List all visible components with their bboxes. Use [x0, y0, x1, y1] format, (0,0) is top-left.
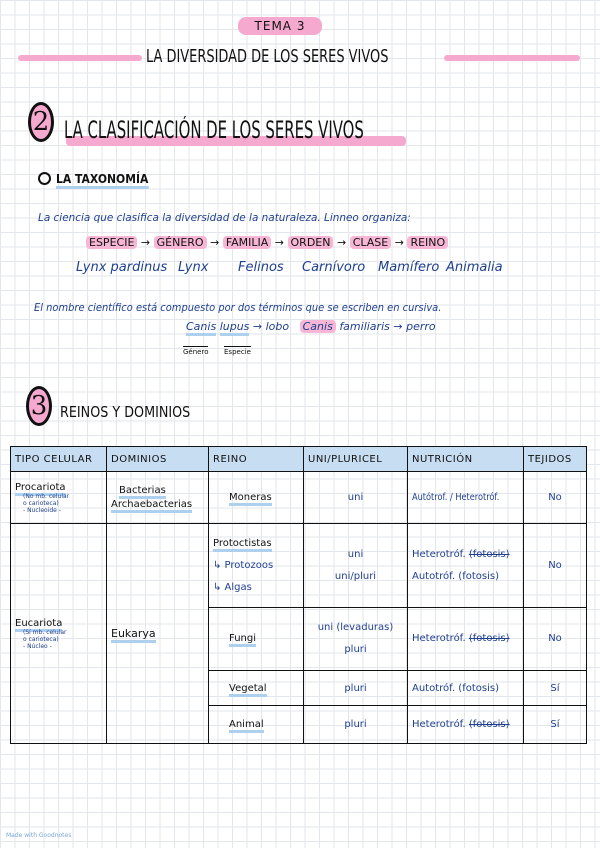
- example-lynx-pardinus: Lynx pardinus: [76, 260, 168, 275]
- example-mamifero: Mamífero: [378, 260, 440, 275]
- ex1-genus: Canis: [186, 320, 216, 336]
- cell-nutricion-protoctistas: Heterotróf. (fotosis) Autotróf. (fotosis): [408, 524, 524, 608]
- label-especie: Especie: [224, 348, 251, 356]
- table-row: [11, 472, 587, 524]
- ex2-species: familiaris: [339, 320, 390, 333]
- taxonomia-heading: LA TAXONOMÍA: [56, 168, 166, 189]
- cell-eucariota: Eucariota (Sí mb. celular o carioteca) - Núcleo -: [11, 524, 107, 744]
- header-uni-pluricel: UNI/PLURICEL: [304, 447, 408, 472]
- header-tejidos: TEJIDOS: [524, 447, 587, 472]
- cell-celulas-animal: pluri: [304, 706, 408, 744]
- binomial-note: El nombre científico está compuesto por dos términos que se escriben en cursiva.: [34, 301, 442, 314]
- section-number-3: 3: [26, 386, 52, 426]
- rank-arrow: →: [274, 236, 285, 249]
- example-animalia: Animalia: [446, 260, 503, 275]
- goodnotes-watermark: Made with Goodnotes: [6, 832, 72, 839]
- section3-heading: REINOS Y DOMINIOS: [60, 403, 191, 421]
- cell-reino-protoctistas: Protoctistas ↳ Protozoos ↳ Algas: [209, 524, 304, 608]
- rank-orden: ORDEN: [288, 236, 334, 249]
- header-nutricion: NUTRICIÓN: [408, 447, 524, 472]
- rank-clase: CLASE: [350, 236, 392, 249]
- example-carnivoro: Carnívoro: [302, 260, 366, 275]
- title-right-line: [444, 55, 580, 61]
- cell-tejidos-animal: Sí: [524, 706, 587, 744]
- section2-heading: LA CLASIFICACIÓN DE LOS SERES VIVOS: [64, 116, 364, 144]
- example-felinos: Felinos: [238, 260, 284, 275]
- cell-tejidos-fungi: No: [524, 607, 587, 670]
- header-reino: REINO: [209, 447, 304, 472]
- ranks-row: [86, 236, 506, 252]
- cell-celulas-fungi: uni (levaduras) pluri: [304, 607, 408, 670]
- definition-text: La ciencia que clasifica la diversidad de la naturaleza. Linneo organiza:: [38, 211, 411, 224]
- ex2-genus: Canis: [300, 320, 336, 333]
- title-left-line: [18, 55, 142, 61]
- cell-dominios-procariota: Bacterias Archaebacterias: [107, 472, 209, 524]
- section-number-2: 2: [28, 102, 54, 142]
- cell-reino-fungi: Fungi: [209, 607, 304, 670]
- ex1-result: → lobo: [252, 320, 290, 333]
- ex2-result: → perro: [393, 320, 436, 333]
- cell-nutricion-fungi: Heterotróf. (fotosis): [408, 607, 524, 670]
- rank-especie: ESPECIE: [86, 236, 137, 249]
- table-row: [11, 524, 587, 608]
- reinos-table: [10, 446, 587, 744]
- cell-nutricion-vegetal: Autotróf. (fotosis): [408, 670, 524, 706]
- table-header-row: [11, 447, 587, 472]
- example-lynx: Lynx: [178, 260, 209, 275]
- cell-tejidos-moneras: No: [524, 472, 587, 524]
- rank-reino: REINO: [407, 236, 448, 249]
- cell-celulas-vegetal: pluri: [304, 670, 408, 706]
- cell-nutricion-moneras: Autótrof. / Heterotróf.: [408, 472, 524, 524]
- header-tipo-celular: TIPO CELULAR: [11, 447, 107, 472]
- rank-arrow: →: [336, 236, 347, 249]
- cell-nutricion-animal: Heterotróf. (fotosis): [408, 706, 524, 744]
- cell-procariota: Procariota (No mb. celular o carioteca) - Nucleoide -: [11, 472, 107, 524]
- rank-arrow: →: [140, 236, 151, 249]
- cell-celulas-moneras: uni: [304, 472, 408, 524]
- cell-dominio-eukarya: Eukarya: [107, 524, 209, 744]
- cell-reino-moneras: Moneras: [209, 472, 304, 524]
- page-title: LA DIVERSIDAD DE LOS SERES VIVOS: [146, 46, 389, 67]
- rank-genero: GÉNERO: [154, 236, 207, 249]
- rank-familia: FAMILIA: [223, 236, 271, 249]
- cell-reino-animal: Animal: [209, 706, 304, 744]
- label-genero: Género: [183, 348, 209, 356]
- header-dominios: DOMINIOS: [107, 447, 209, 472]
- cell-celulas-protoctistas: uni uni/pluri: [304, 524, 408, 608]
- ex1-species: lupus: [220, 320, 250, 336]
- cell-tejidos-vegetal: Sí: [524, 670, 587, 706]
- cell-reino-vegetal: Vegetal: [209, 670, 304, 706]
- cell-tejidos-protoctistas: No: [524, 524, 587, 608]
- rank-arrow: →: [394, 236, 404, 249]
- bullet-circle: [38, 172, 51, 185]
- rank-arrow: →: [210, 236, 220, 249]
- tema-label: TEMA 3: [254, 19, 306, 33]
- binomial-examples: [186, 320, 486, 333]
